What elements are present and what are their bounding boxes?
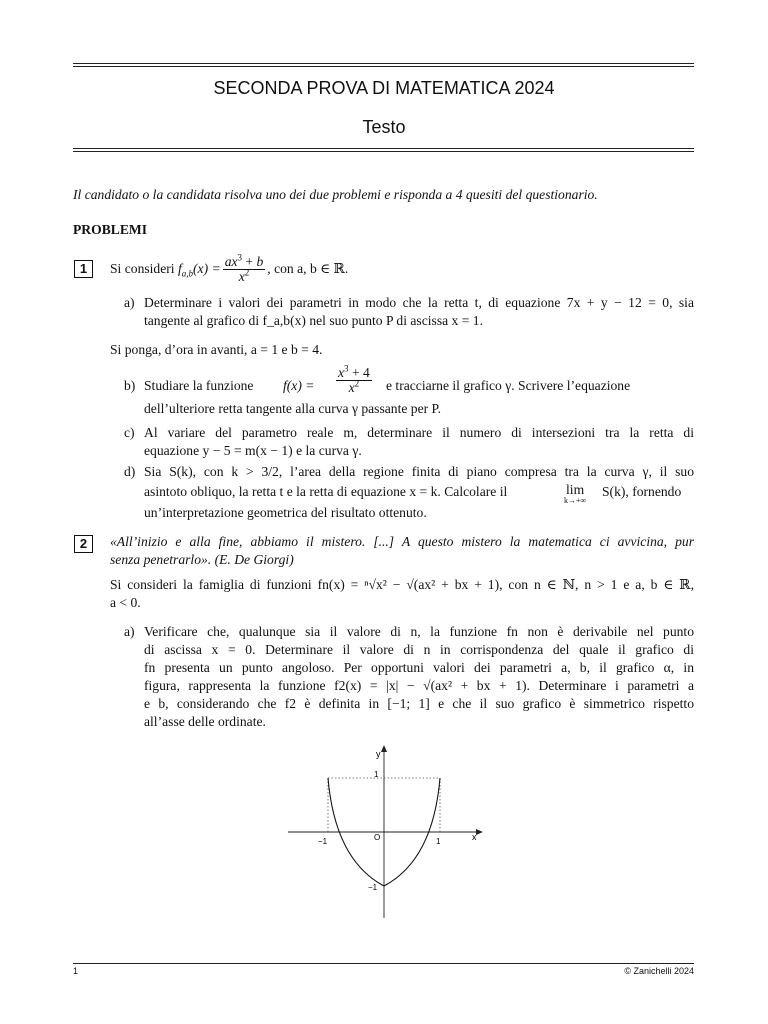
item-1c-line-2: equazione y − 5 = m(x − 1) e la curva γ. xyxy=(144,443,362,458)
instructions: Il candidato o la candidata risolva uno dei due problemi e risponda a 4 quesiti del questionario. xyxy=(73,187,598,202)
item-2a-line-3: fn presenta un punto angoloso. Per opportuni valori dei parametri a, b, il grafico α, in xyxy=(144,660,694,675)
header-rule-bottom-inner xyxy=(73,148,694,149)
item-1d-label: d) xyxy=(124,464,136,479)
item-2a-line-1: Verificare che, qualunque sia il valore di n, la funzione fn non è derivabile nel punto xyxy=(144,624,694,639)
item-2a-label: a) xyxy=(124,624,135,639)
y-tick-neg1: −1 xyxy=(368,883,378,892)
item-2a-line-4: figura, rappresenta la funzione f2(x) = |x| − √(ax² + bx + 1). Determinare i parametri a xyxy=(144,678,694,693)
x-axis-arrow xyxy=(476,829,483,835)
limit-subscript: k→+∞ xyxy=(564,496,587,505)
page-number: 1 xyxy=(73,966,79,976)
quote-line-1: «All’inizio e alla fine, abbiamo il mistero. [...] A questo mistero la matematica ci avvicina, pur xyxy=(110,534,694,549)
limit-word: lim xyxy=(566,482,585,497)
fraction-f-ab: $\frac{ax^3 + b}{x^2}$ xyxy=(224,252,264,285)
x-axis-label: x xyxy=(472,832,477,842)
item-1a-line-1: Determinare i valori dei parametri in modo che la retta t, di equazione 7x + y − 12 = 0, sia xyxy=(144,295,694,310)
header-rule-top-inner xyxy=(73,66,694,67)
item-2a-line-6: all’asse delle ordinate. xyxy=(144,714,266,729)
problem-number-1: 1 xyxy=(74,260,93,278)
problem-1-intro-prefix: Si consideri xyxy=(110,261,175,276)
x-tick-1: 1 xyxy=(436,837,441,846)
header-rule-bottom xyxy=(73,151,694,152)
header-rule-top xyxy=(73,63,694,64)
section-heading: PROBLEMI xyxy=(73,222,148,237)
item-2a-line-2: di ascissa x = 0. Determinare il valore di n in corrispondenza del quale il grafico di xyxy=(144,642,694,657)
item-1c-label: c) xyxy=(124,425,135,440)
document-subtitle: Testo xyxy=(362,117,406,137)
problem-number-2: 2 xyxy=(74,535,93,553)
item-1b-line-2: dell’ulteriore retta tangente alla curva γ passante per P. xyxy=(144,401,442,416)
document-title: SECONDA PROVA DI MATEMATICA 2024 xyxy=(213,78,555,98)
function-graph-figure xyxy=(280,740,490,920)
problem-1-statement xyxy=(110,252,348,286)
family-definition-line-1: Si consideri la famiglia di funzioni fn(x) = ⁿ√x² − √(ax² + bx + 1), con n ∈ ℕ, n > 1 e a, b ∈ ℝ, xyxy=(110,577,694,592)
fraction-f: $\frac{x^3 + 4}{x^2}$ xyxy=(338,363,370,395)
item-1a-label: a) xyxy=(124,295,135,310)
item-1b-label: b) xyxy=(124,378,136,393)
y-tick-1: 1 xyxy=(374,770,379,779)
quote-line-2: senza penetrarlo». (E. De Giorgi) xyxy=(110,552,294,567)
y-axis-label: y xyxy=(376,749,381,759)
y-axis-arrow xyxy=(381,745,387,752)
family-definition-line-2: a < 0. xyxy=(110,595,141,610)
item-1c-line-1: Al variare del parametro reale m, determinare il numero di intersezioni tra la retta di xyxy=(144,425,694,440)
item-2a-line-5: e b, considerando che f2 è definita in [−1; 1] e che il suo grafico è simmetrico rispetto xyxy=(144,696,694,711)
footer-rule xyxy=(73,963,694,964)
item-1d-line-3: un’interpretazione geometrica del risultato ottenuto. xyxy=(144,505,427,520)
item-1d-line-2-suffix: S(k), fornendo xyxy=(602,484,682,499)
limit-notation xyxy=(564,483,586,505)
item-1d-line-2-prefix: asintoto obliquo, la retta t e la retta di equazione x = k. Calcolare il xyxy=(144,484,508,499)
item-1a-line-2: tangente al grafico di f_a,b(x) nel suo punto P di ascissa x = 1. xyxy=(144,313,483,328)
parameter-assignment: Si ponga, d’ora in avanti, a = 1 e b = 4. xyxy=(110,342,323,357)
problem-1-intro-suffix: , con a, b ∈ ℝ. xyxy=(267,261,349,276)
origin-label: O xyxy=(374,833,381,842)
function-f-ab: $f_{a,b}(x)$ = xyxy=(177,261,221,279)
x-tick-neg1: −1 xyxy=(318,837,328,846)
copyright-notice: © Zanichelli 2024 xyxy=(624,966,694,976)
item-1d-line-1: Sia S(k), con k > 3/2, l’area della regione finita di piano compresa tra la curva γ, il suo xyxy=(144,464,694,479)
item-1b-prefix: Studiare la funzione xyxy=(144,378,254,393)
function-f-def: f(x) = xyxy=(283,378,315,393)
item-1b-suffix: e tracciarne il grafico γ. Scrivere l’equazione xyxy=(386,378,631,393)
